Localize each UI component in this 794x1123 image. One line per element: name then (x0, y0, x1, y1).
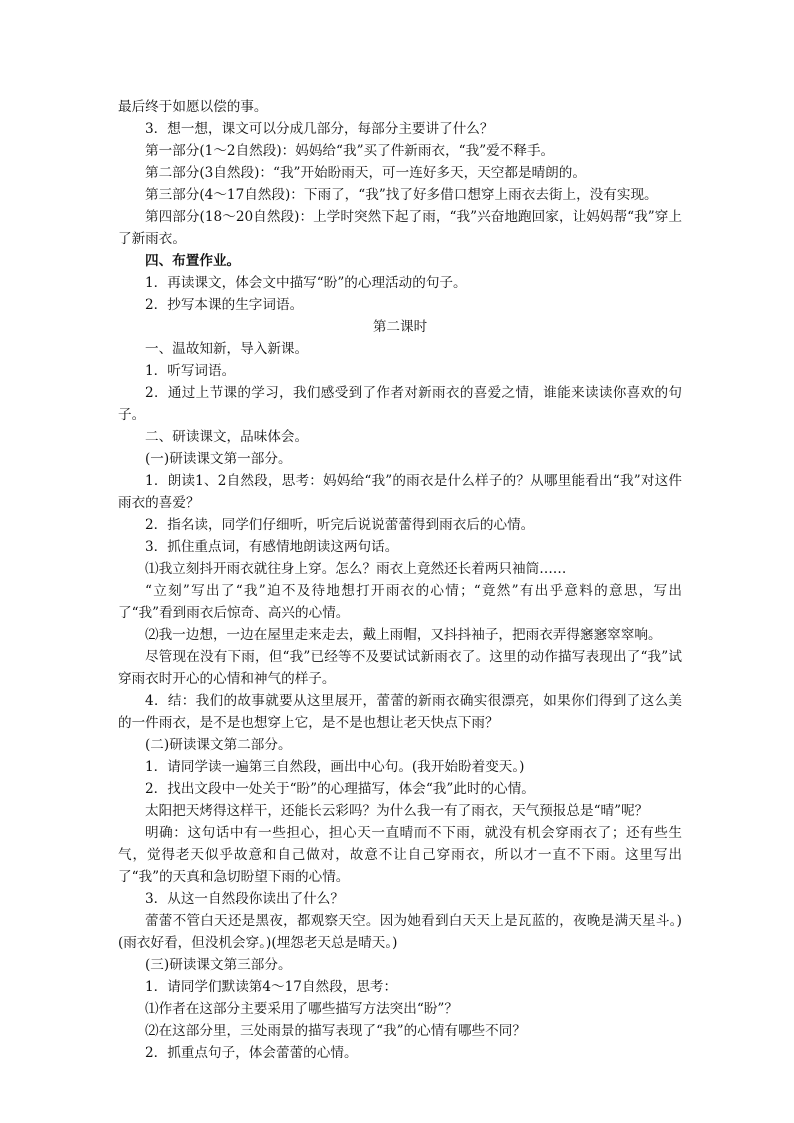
paragraph: ⑴作者在这部分主要采用了哪些描写方法突出“盼”？ (145, 1001, 458, 1017)
subsection-heading: (二)研读课文第二部分。 (145, 737, 292, 753)
paragraph: 太阳把天烤得这样干，还能长云彩吗？为什么我一有了雨衣，天气预报总是“晴”呢？ (145, 803, 649, 819)
paragraph: 1．请同学们默读第4～17自然段，思考： (145, 979, 398, 995)
paragraph: 最后终于如愿以偿的事。 (118, 99, 268, 115)
lesson-title: 第二课时 (372, 319, 428, 335)
paragraph: 2．抄写本课的生字词语。 (145, 297, 304, 313)
paragraph: 明确：这句话中有一些担心，担心天一直晴而不下雨，就没有机会穿雨衣了；还有些生气，觉得老天似乎故意和自己做对，故意不让自己穿雨衣，所以才一直不下雨。这里写出了“我”的天真和急切盼望下雨的心情。 (118, 825, 682, 885)
paragraph: 1．请同学读一遍第三自然段，画出中心句。(我开始盼着变天。) (145, 759, 525, 775)
paragraph: ⑴我立刻抖开雨衣就往身上穿。怎么？雨衣上竟然还长着两只袖筒…… (145, 561, 567, 577)
paragraph: 2．抓重点句子，体会蕾蕾的心情。 (145, 1045, 358, 1061)
subsection-heading: (三)研读课文第三部分。 (145, 957, 292, 973)
paragraph: 1．听写词语。 (145, 363, 236, 379)
paragraph: 3．想一想，课文可以分成几部分，每部分主要讲了什么？ (145, 121, 494, 137)
paragraph: 第二部分(3自然段)：“我”开始盼雨天，可一连好多天，天空都是晴朗的。 (145, 165, 586, 181)
paragraph: 1．再读课文，体会文中描写“盼”的心理活动的句子。 (145, 275, 467, 291)
paragraph: 蕾蕾不管白天还是黑夜，都观察天空。因为她看到白天天上是瓦蓝的，夜晚是满天星斗。)(雨衣好看，但没机会穿。)(埋怨老天总是晴天。) (118, 913, 682, 951)
paragraph: 4．结：我们的故事就要从这里展开，蕾蕾的新雨衣确实很漂亮，如果你们得到了这么美的一件雨衣，是不是也想穿上它，是不是也想让老天快点下雨？ (118, 693, 682, 731)
paragraph: 尽管现在没有下雨，但“我”已经等不及要试试新雨衣了。这里的动作描写表现出了“我”试穿雨衣时开心的心情和神气的样子。 (118, 649, 682, 687)
paragraph: 2．指名读，同学们仔细听，听完后说说蕾蕾得到雨衣后的心情。 (145, 517, 535, 533)
paragraph: 3．抓住重点词，有感情地朗读这两句话。 (145, 539, 399, 555)
section-heading: 一、温故知新，导入新课。 (145, 341, 309, 357)
paragraph: 2．找出文段中一处关于“盼”的心理描写，体会“我”此时的心情。 (145, 781, 535, 797)
paragraph: “立刻”写出了“我”迫不及待地想打开雨衣的心情；“竟然”有出乎意料的意思，写出了“我”看到雨衣后惊奇、高兴的心情。 (118, 583, 682, 621)
paragraph: 第四部分(18～20自然段)：上学时突然下起了雨，“我”兴奋地跑回家，让妈妈帮“我”穿上了新雨衣。 (118, 209, 682, 247)
document-body (118, 96, 682, 1064)
section-heading: 二、研读课文，品味体会。 (145, 429, 309, 445)
paragraph: 1．朗读1、2自然段，思考：妈妈给“我”的雨衣是什么样子的？从哪里能看出“我”对这件雨衣的喜爱？ (118, 473, 682, 511)
paragraph: ⑵在这部分里，三处雨景的描写表现了“我”的心情有哪些不同？ (145, 1023, 526, 1039)
paragraph: 2．通过上节课的学习，我们感受到了作者对新雨衣的喜爱之情，谁能来读读你喜欢的句子。 (118, 385, 682, 423)
paragraph: 3．从这一自然段你读出了什么？ (145, 891, 344, 907)
paragraph: 第三部分(4～17自然段)：下雨了，“我”找了好多借口想穿上雨衣去街上，没有实现。 (145, 187, 658, 203)
section-heading: 四、布置作业。 (145, 253, 241, 269)
paragraph: 第一部分(1～2自然段)：妈妈给“我”买了件新雨衣，“我”爱不释手。 (145, 143, 555, 159)
paragraph: ⑵我一边想，一边在屋里走来走去，戴上雨帽，又抖抖袖子，把雨衣弄得窸窸窣窣响。 (145, 627, 662, 643)
subsection-heading: (一)研读课文第一部分。 (145, 451, 292, 467)
